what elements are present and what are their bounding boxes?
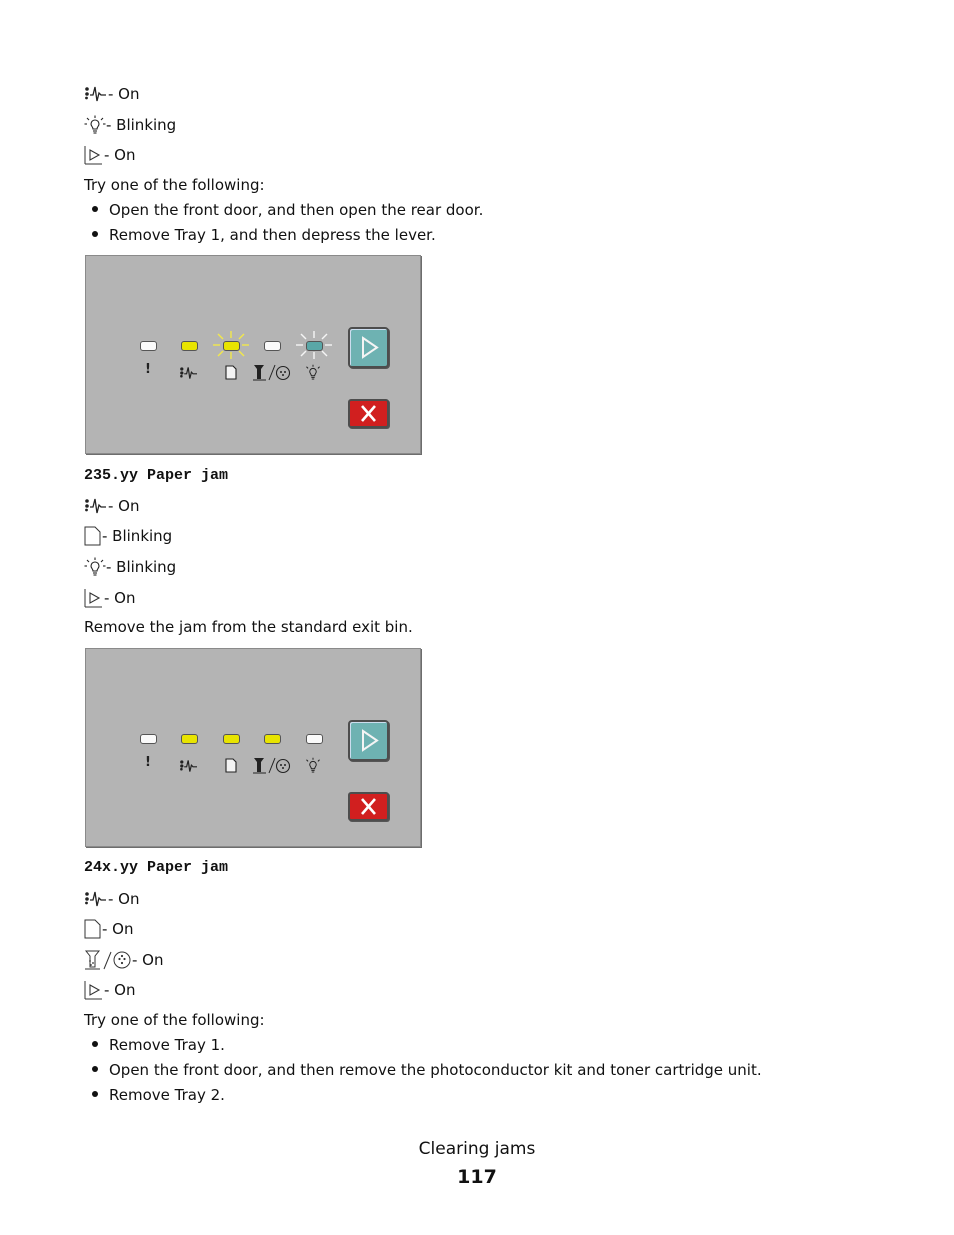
- list-item: Remove Tray 1, and then depress the lever.: [92, 225, 436, 245]
- continue-icon: [84, 588, 104, 608]
- load-paper-icon: [84, 526, 102, 546]
- error-icon: !: [145, 755, 151, 770]
- ready-light-icon: [304, 757, 322, 774]
- section-heading: 235.yy Paper jam: [84, 467, 229, 484]
- ready-light-icon: [84, 115, 106, 135]
- status-line-paper-jam: [84, 889, 140, 909]
- status-text: - Blinking: [102, 527, 173, 545]
- ready-light-icon: [84, 557, 106, 577]
- intro-text: Try one of the following:: [84, 176, 265, 194]
- ready-led: [306, 734, 323, 744]
- status-line-load-paper: [84, 919, 134, 939]
- toner-photoconductor-icon: [252, 364, 292, 381]
- intro-text: Try one of the following:: [84, 1011, 265, 1029]
- status-line-continue: [84, 588, 136, 608]
- toner-led: [264, 341, 281, 351]
- instruction-text: Remove the jam from the standard exit bin.: [84, 618, 413, 636]
- paper-jam-led: [181, 734, 198, 744]
- toner-led: [264, 734, 281, 744]
- status-text: - On: [108, 890, 140, 908]
- section-heading: 24x.yy Paper jam: [84, 859, 229, 876]
- continue-icon: [84, 145, 104, 165]
- status-text: - On: [104, 981, 136, 999]
- load-paper-led: [223, 734, 240, 744]
- paper-jam-icon: [84, 496, 108, 516]
- status-text: - Blinking: [106, 558, 177, 576]
- paper-jam-icon: [84, 84, 108, 104]
- error-led: [140, 734, 157, 744]
- status-line-ready: [84, 557, 176, 577]
- status-text: - On: [108, 85, 140, 103]
- list-item: Open the front door, and then remove the photoconductor kit and toner cartridge unit.: [92, 1060, 762, 1080]
- error-icon: !: [145, 362, 151, 377]
- status-text: - On: [104, 589, 136, 607]
- load-paper-icon: [225, 365, 237, 380]
- paper-jam-led: [181, 341, 198, 351]
- status-line-load-paper: [84, 526, 172, 546]
- list-item: Open the front door, and then open the rear door.: [92, 200, 483, 220]
- load-paper-led: [223, 341, 240, 351]
- error-led: [140, 341, 157, 351]
- paper-jam-icon: [178, 365, 200, 381]
- status-text: - On: [132, 951, 164, 969]
- stop-button: [348, 792, 389, 821]
- status-line-continue: [84, 980, 136, 1000]
- status-text: - On: [102, 920, 134, 938]
- status-text: - Blinking: [106, 116, 177, 134]
- toner-photoconductor-icon: [84, 950, 132, 970]
- continue-button: [348, 327, 389, 368]
- paper-jam-icon: [84, 889, 108, 909]
- status-line-paper-jam: [84, 496, 140, 516]
- status-text: - On: [108, 497, 140, 515]
- load-paper-icon: [225, 758, 237, 773]
- list-item: Remove Tray 2.: [92, 1085, 225, 1105]
- page-number: 117: [457, 1166, 497, 1188]
- control-panel-illustration: [85, 255, 421, 454]
- continue-button: [348, 720, 389, 761]
- status-line-continue: [84, 145, 136, 165]
- status-text: - On: [104, 146, 136, 164]
- status-line-ready: [84, 115, 176, 135]
- ready-light-icon: [304, 364, 322, 381]
- control-panel-illustration: [85, 648, 421, 847]
- ready-led: [306, 341, 323, 351]
- continue-icon: [84, 980, 104, 1000]
- status-line-paper-jam: [84, 84, 140, 104]
- status-line-toner: [84, 950, 164, 970]
- stop-button: [348, 399, 389, 428]
- footer-chapter-title: Clearing jams: [418, 1139, 536, 1159]
- list-item: Remove Tray 1.: [92, 1035, 225, 1055]
- paper-jam-icon: [178, 758, 200, 774]
- toner-photoconductor-icon: [252, 757, 292, 774]
- load-paper-icon: [84, 919, 102, 939]
